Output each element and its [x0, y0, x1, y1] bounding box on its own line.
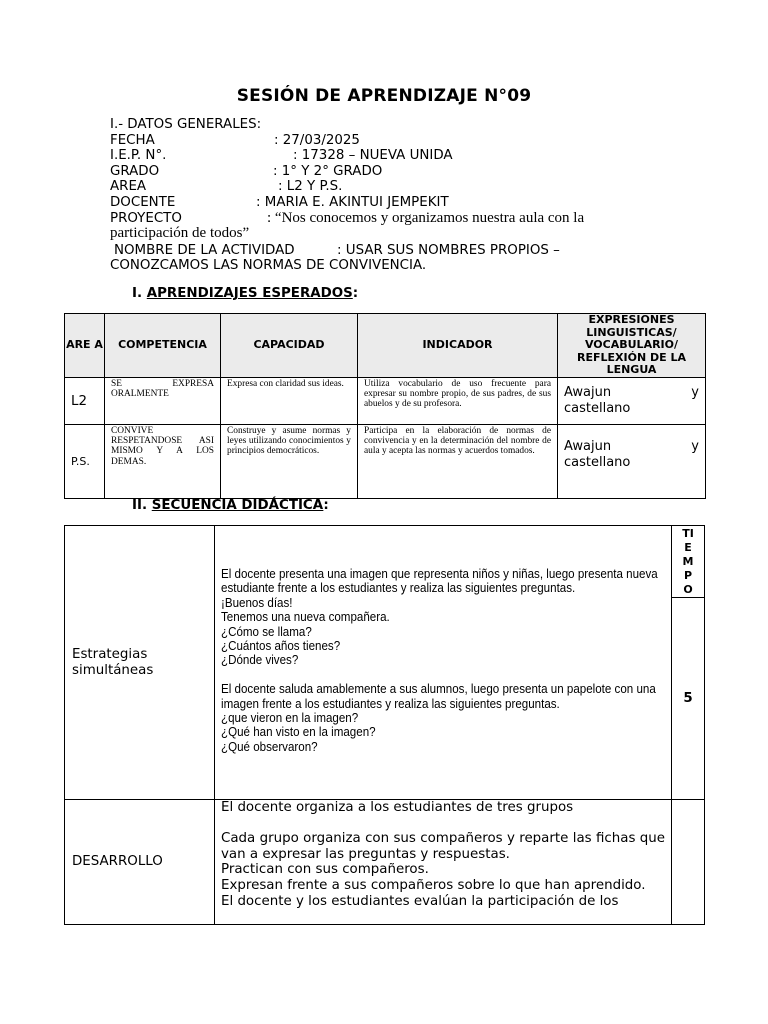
row-area: L2 — [65, 378, 105, 425]
text-line: Practican con sus compañeros. — [221, 862, 429, 878]
row-content-estrategias — [215, 526, 672, 800]
proyecto-label: PROYECTO — [110, 210, 182, 226]
iep-value: : 17328 – NUEVA UNIDA — [293, 148, 453, 164]
fecha-value: : 27/03/2025 — [274, 132, 360, 148]
header-area: ARE A — [65, 314, 105, 378]
row-area: P.S. — [65, 425, 105, 499]
text-line: Cada grupo organiza con sus compañeros y reparte las fichas que van a expresar las preguntas y respuestas. — [221, 831, 665, 862]
header-expresiones: EXPRESIONES LINGUISTICAS/ VOCABULARIO/ REFLEXIÓN DE LA LENGUA — [558, 314, 706, 378]
row-capacidad: Expresa con claridad sus ideas. — [221, 378, 358, 425]
lang-a: Awajun — [564, 385, 612, 400]
aprendizajes-heading — [132, 286, 358, 301]
header-capacidad: CAPACIDAD — [221, 314, 358, 378]
datos-generales — [110, 117, 650, 274]
secuencia-colon: : — [323, 498, 329, 513]
docente-value: : MARIA E. AKINTUI JEMPEKIT — [256, 194, 449, 210]
text-line: El docente y los estudiantes evalúan la participación de los — [221, 893, 619, 909]
desarrollo-text — [221, 800, 665, 909]
text-line: E — [684, 541, 692, 554]
lang-a: Awajun — [564, 439, 612, 454]
row-lengua — [558, 425, 706, 499]
text-line: ¿Cómo se llama? — [221, 624, 312, 639]
secuencia-table — [64, 525, 705, 925]
lang-b: y — [691, 439, 699, 454]
fecha-label: FECHA — [110, 132, 155, 148]
text-line: Tenemos una nueva compañera. — [221, 610, 390, 625]
header-competencia: COMPETENCIA — [105, 314, 221, 378]
iep-label: I.E.P. N°. — [110, 148, 167, 164]
table-row — [65, 800, 705, 925]
text-line: ¿Qué observaron? — [221, 739, 318, 754]
tiempo-empty — [672, 800, 705, 925]
text-line: ¿Cuántos años tienes? — [221, 639, 341, 654]
row-label-desarrollo: DESARROLLO — [65, 800, 215, 925]
lang-c: castellano — [564, 455, 631, 470]
actividad-label: NOMBRE DE LA ACTIVIDAD — [114, 242, 295, 258]
lang-b: y — [691, 385, 699, 400]
text-line: ¿Qué han visto en la imagen? — [221, 725, 376, 740]
page-title: SESIÓN DE APRENDIZAJE N°09 — [236, 86, 532, 106]
secuencia-numeral: II. — [132, 498, 148, 513]
proyecto-value: : “Nos conocemos y organizamos nuestra aula con la — [267, 209, 585, 226]
text-line: El docente saluda amablemente a sus alumnos, luego presenta un papelote con una imagen frente a los estudiantes y realiza las siguientes preguntas. — [221, 682, 656, 711]
proyecto-cont: participación de todos” — [110, 225, 250, 242]
actividad-cont: CONOZCAMOS LAS NORMAS DE CONVIVENCIA. — [110, 258, 427, 274]
row-lengua — [558, 378, 706, 425]
row-indicador: Participa en la elaboración de normas de convivencia y en la determinación del nombre de aula y acepta las normas y acuerdos tomados. — [358, 425, 558, 499]
text-line: ¡Buenos días! — [221, 595, 293, 610]
aprendizajes-numeral: I. — [132, 286, 143, 301]
grado-value: : 1° Y 2° GRADO — [273, 163, 383, 179]
text-line: M — [682, 555, 694, 568]
text-line: El docente presenta una imagen que representa niños y niñas, luego presenta nueva estudiante frente a los estudiantes y realiza las siguientes preguntas. — [221, 567, 658, 596]
secuencia-title: SECUENCIA DIDÁCTICA — [151, 498, 324, 513]
row-competencia: CONVIVE RESPETANDOSE ASI MISMO Y A LOS DEMAS. — [105, 425, 221, 499]
table-row — [65, 378, 706, 425]
text-line: O — [683, 583, 693, 596]
text-line: ¿que vieron en la imagen? — [221, 711, 359, 726]
row-capacidad: Construye y asume normas y leyes utilizando conocimientos y principios democráticos. — [221, 425, 358, 499]
text-line: P — [683, 569, 693, 582]
text-line — [221, 816, 665, 832]
table-header-row — [65, 314, 706, 378]
text-line: ¿Dónde vives? — [221, 653, 299, 668]
docente-label: DOCENTE — [110, 194, 176, 210]
table-row — [65, 526, 705, 598]
row-competencia: SE EXPRESA ORALMENTE — [105, 378, 221, 425]
lang-c: castellano — [564, 401, 631, 416]
tiempo-value: 5 — [672, 598, 705, 800]
datos-heading: I.- DATOS GENERALES: — [110, 117, 262, 132]
secuencia-heading — [132, 498, 329, 513]
table-row — [65, 425, 706, 499]
text-line — [221, 668, 662, 682]
header-indicador: INDICADOR — [358, 314, 558, 378]
aprendizajes-title: APRENDIZAJES ESPERADOS — [146, 286, 353, 301]
actividad-value: : USAR SUS NOMBRES PROPIOS – — [337, 242, 560, 258]
estrategias-text — [221, 567, 662, 754]
aprendizajes-colon: : — [352, 286, 359, 301]
text-line: Expresan frente a sus compañeros sobre lo que han aprendido. — [221, 877, 646, 893]
aprendizajes-table — [64, 313, 706, 499]
area-value: : L2 Y P.S. — [278, 179, 343, 195]
text-line: TI — [682, 527, 694, 540]
row-label-estrategias: Estrategias simultáneas — [65, 526, 215, 800]
grado-label: GRADO — [110, 163, 160, 179]
row-content-desarrollo — [215, 800, 672, 925]
text-line: El docente organiza a los estudiantes de tres grupos — [221, 800, 574, 815]
area-label: AREA — [110, 179, 147, 195]
row-indicador: Utiliza vocabulario de uso frecuente para expresar su nombre propio, de sus padres, de sus abuelos y de su profesora. — [358, 378, 558, 425]
